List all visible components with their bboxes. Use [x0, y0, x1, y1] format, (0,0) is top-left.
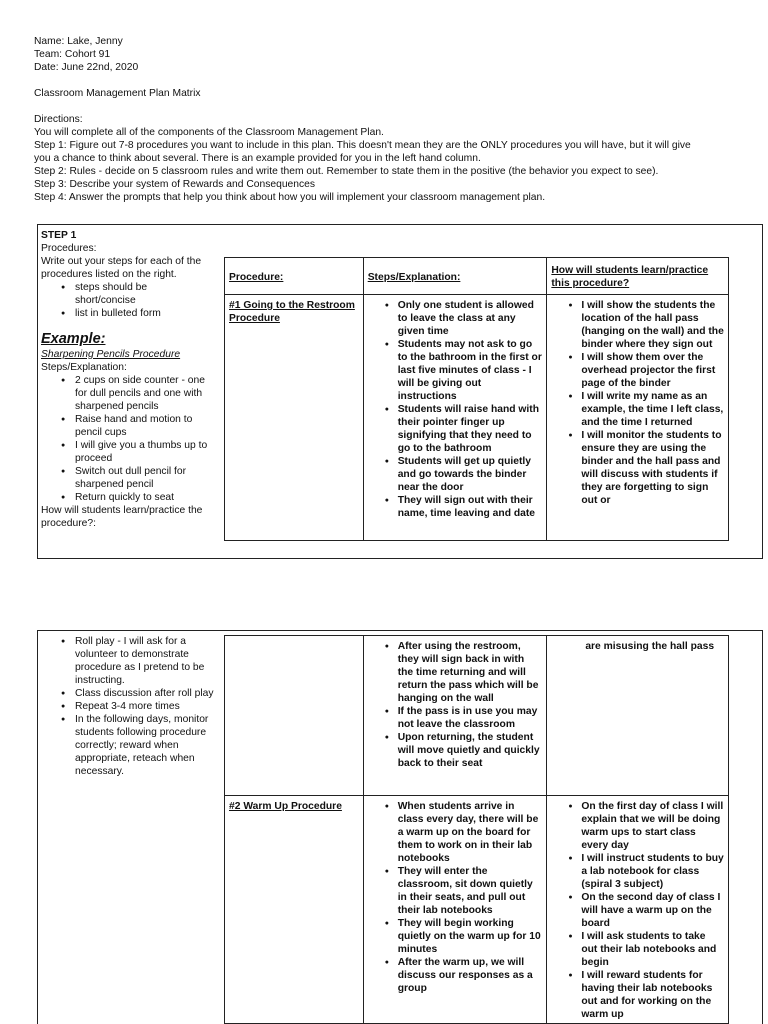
direction-line: Step 3: Describe your system of Rewards and Consequences	[34, 179, 316, 190]
list-item: ● They will enter the classroom, sit down quietly in their seats, and pull out their lab notebooks	[398, 865, 543, 917]
steps-label: Steps/Explanation:	[41, 362, 127, 373]
list-item: ● I will show them over the overhead projector the first page of the binder	[581, 351, 724, 390]
table-header-row	[225, 258, 729, 295]
document-header	[34, 35, 754, 204]
list-item: ● Repeat 3-4 more times	[75, 700, 219, 713]
practice-notes	[41, 635, 219, 778]
direction-line: You will complete all of the components of the Classroom Management Plan.	[34, 127, 384, 138]
list-item: ● Class discussion after roll play	[75, 687, 219, 700]
list-item: ● If the pass is in use you may not leave the classroom	[398, 705, 543, 731]
steps-cell	[363, 295, 547, 541]
example-title: Example:	[41, 331, 106, 347]
header-learn: How will students learn/practice this procedure?	[547, 258, 729, 295]
how-label: How will students learn/practice the procedure?:	[41, 505, 203, 529]
instruction-bullets	[41, 281, 219, 320]
list-item: ● Roll play - I will ask for a volunteer to demonstrate procedure as I pretend to be instructing.	[75, 635, 219, 687]
list-item: ● I will give you a thumbs up to proceed	[75, 439, 219, 465]
procedures-label: Procedures:	[41, 243, 97, 254]
list-item: ● After using the restroom, they will sign back in with the time returning and will return the pass which will be hanging on the wall	[398, 640, 543, 705]
list-item: ● Upon returning, the student will move quietly and quickly back to their seat	[398, 731, 543, 770]
list-item: ● I will write my name as an example, the time I left class, and the time I returned	[581, 390, 724, 429]
procedure-cell: #2 Warm Up Procedure	[225, 796, 364, 1024]
steps-cell	[363, 796, 547, 1024]
instruction-line: Write out your steps for each of the	[41, 256, 202, 267]
list-item: ● In the following days, monitor students following procedure correctly; reward when appropriate, reteach when necessary.	[75, 713, 219, 778]
example-subtitle: Sharpening Pencils Procedure	[41, 349, 181, 360]
procedure-table-continued	[224, 635, 729, 1024]
list-item: ● They will sign out with their name, time leaving and date	[398, 494, 543, 520]
header-procedure: Procedure:	[225, 258, 364, 295]
list-item: ● Students will raise hand with their pointer finger up signifying that they need to go to the bathroom	[398, 403, 543, 455]
list-item: ● When students arrive in class every day, there will be a warm up on the board for them to work on in their lab notebooks	[398, 800, 543, 865]
example-steps	[41, 374, 219, 504]
list-item: ● I will instruct students to buy a lab notebook for class (spiral 3 subject)	[581, 852, 724, 891]
instruction-line: procedures listed on the right.	[41, 269, 177, 280]
list-item: ● I will show the students the location of the hall pass (hanging on the wall) and the binder where they sign out	[581, 299, 724, 351]
list-item: ● They will begin working quietly on the warm up for 10 minutes	[398, 917, 543, 956]
step1-continued-box	[37, 630, 763, 1024]
list-item: ● Switch out dull pencil for sharpened pencil	[75, 465, 219, 491]
learn-cell	[547, 295, 729, 541]
learn-cell: are misusing the hall pass	[547, 636, 729, 796]
document-title: Classroom Management Plan Matrix	[34, 88, 201, 99]
learn-cell	[547, 796, 729, 1024]
list-item: ● Students will get up quietly and go towards the binder near the door	[398, 455, 543, 494]
directions-label: Directions:	[34, 114, 83, 125]
date: Date: June 22nd, 2020	[34, 62, 139, 73]
table-row	[225, 636, 729, 796]
procedure-cell	[225, 636, 364, 796]
direction-line: Step 1: Figure out 7-8 procedures you want to include in this plan. This doesn't mean they are the ONLY procedures you will have, but it will give	[34, 140, 691, 151]
direction-line: you a chance to think about several. There is an example provided for you in the left hand column.	[34, 153, 481, 164]
team: Team: Cohort 91	[34, 49, 111, 60]
step-heading: STEP 1	[41, 230, 77, 241]
list-item: ● Return quickly to seat	[75, 491, 219, 504]
list-item: ● Raise hand and motion to pencil cups	[75, 413, 219, 439]
direction-line: Step 4: Answer the prompts that help you think about how you will implement your classroom management plan.	[34, 192, 546, 203]
list-item: ● On the first day of class I will explain that we will be doing warm ups to start class every day	[581, 800, 724, 852]
steps-cell	[363, 636, 547, 796]
list-item: ● I will ask students to take out their lab notebooks and begin	[581, 930, 724, 969]
list-item: ● 2 cups on side counter - one for dull pencils and one with sharpened pencils	[75, 374, 219, 413]
list-item: ● On the second day of class I will have a warm up on the board	[581, 891, 724, 930]
list-item: ● Only one student is allowed to leave the class at any given time	[398, 299, 543, 338]
step1-box	[37, 224, 763, 559]
procedure-cell: #1 Going to the Restroom Procedure	[225, 295, 364, 541]
table-row	[225, 796, 729, 1024]
list-item: ● After the warm up, we will discuss our responses as a group	[398, 956, 543, 995]
list-item: ● I will reward students for having their lab notebooks out and for working on the warm up	[581, 969, 724, 1021]
procedure-table	[224, 257, 729, 541]
table-row	[225, 295, 729, 541]
direction-line: Step 2: Rules - decide on 5 classroom rules and write them out. Remember to state them in the positive (the behavior you expect to see).	[34, 166, 659, 177]
list-item: ● Students may not ask to go to the bathroom in the first or last five minutes of class - I will be giving out instructions	[398, 338, 543, 403]
step1-instructions	[41, 229, 219, 530]
list-item: ● list in bulleted form	[75, 307, 219, 320]
list-item: ● I will monitor the students to ensure they are using the binder and the hall pass and will discuss with students if they are forgetting to sign out or	[581, 429, 724, 507]
list-item: ● steps should be short/concise	[75, 281, 155, 307]
student-name: Name: Lake, Jenny	[34, 36, 123, 47]
header-steps: Steps/Explanation:	[363, 258, 547, 295]
